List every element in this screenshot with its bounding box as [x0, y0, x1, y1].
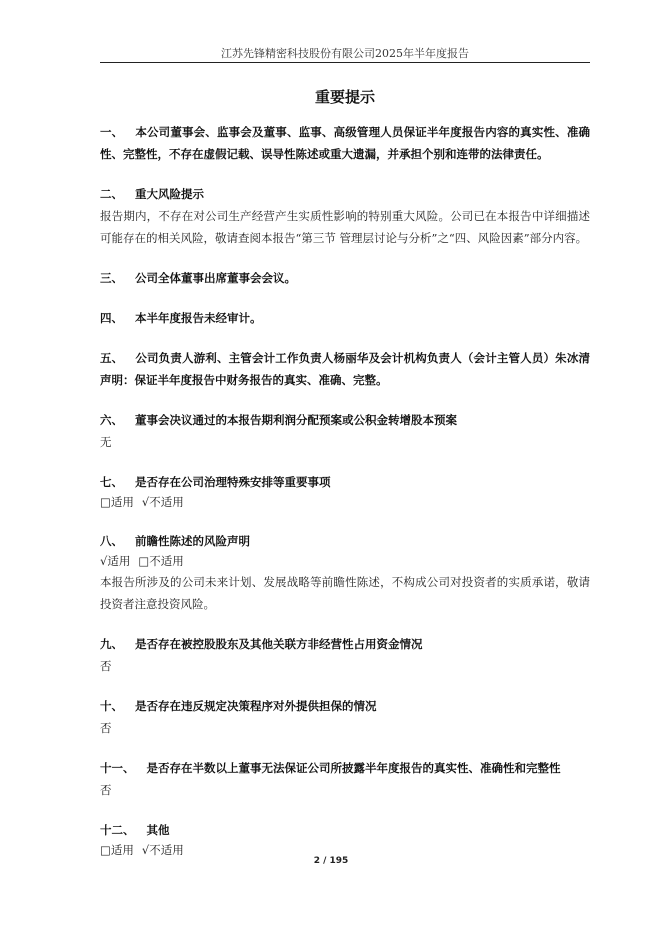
page-title: 重要提示 [314, 88, 375, 106]
notice-item-1 [100, 121, 590, 165]
item-heading: 前瞻性陈述的风险声明 [135, 534, 250, 548]
option-not-applicable: √不适用 [141, 843, 184, 857]
option-not-applicable: □不适用 [138, 554, 184, 568]
item-body: 否 [100, 659, 112, 673]
notice-item-6 [100, 409, 590, 453]
notice-item-5 [100, 347, 590, 391]
item-number: 八、 [100, 534, 123, 548]
notice-item-10 [100, 695, 590, 739]
item-body: 否 [100, 721, 112, 735]
item-heading: 公司全体董事出席董事会会议。 [135, 271, 296, 285]
item-number: 三、 [100, 271, 123, 285]
applicability-options [100, 493, 590, 512]
notice-item-12 [100, 819, 590, 860]
item-number: 二、 [100, 187, 123, 201]
item-number: 七、 [100, 475, 123, 489]
item-heading: 重大风险提示 [135, 187, 204, 201]
notice-item-4 [100, 307, 590, 329]
item-number: 四、 [100, 311, 123, 325]
notice-item-2 [100, 183, 590, 249]
item-number: 五、 [100, 351, 124, 365]
running-header: 江苏先锋精密科技股份有限公司2025年半年度报告 [221, 47, 469, 60]
notice-list [100, 121, 590, 878]
item-heading: 本公司董事会、监事会及董事、监事、高级管理人员保证半年度报告内容的真实性、准确性、完整性，不存在虚假记载、误导性陈述或重大遗漏，并承担个别和连带的法律责任。 [100, 125, 590, 161]
item-heading: 董事会决议通过的本报告期利润分配预案或公积金转增股本预案 [135, 413, 457, 427]
item-heading: 是否存在被控股股东及其他关联方非经营性占用资金情况 [135, 637, 423, 651]
notice-item-11 [100, 757, 590, 801]
item-heading: 其他 [146, 823, 170, 837]
notice-item-3 [100, 267, 590, 289]
item-heading: 公司负责人游利、主管会计工作负责人杨丽华及会计机构负责人（会计主管人员）朱冰清声明：保证半年度报告中财务报告的真实、准确、完整。 [100, 351, 590, 387]
item-number: 十、 [100, 699, 123, 713]
item-number: 六、 [100, 413, 123, 427]
notice-item-8 [100, 530, 590, 615]
applicability-options [100, 552, 590, 571]
item-body: 报告期内，不存在对公司生产经营产生实质性影响的特别重大风险。公司已在本报告中详细描述可能存在的相关风险，敬请查阅本报告“第三节 管理层讨论与分析”之“四、风险因素”部分内容。 [100, 209, 590, 245]
option-applicable: √适用 [100, 554, 131, 568]
item-body: 本报告所涉及的公司未来计划、发展战略等前瞻性陈述，不构成公司对投资者的实质承诺，敬请投资者注意投资风险。 [100, 575, 590, 611]
page-number: 2 / 195 [313, 856, 349, 866]
item-heading: 是否存在违反规定决策程序对外提供担保的情况 [135, 699, 377, 713]
item-number: 一、 [100, 125, 124, 139]
item-body: 无 [100, 435, 112, 449]
notice-item-9 [100, 633, 590, 677]
item-heading: 是否存在公司治理特殊安排等重要事项 [135, 475, 331, 489]
option-applicable: □适用 [100, 843, 134, 857]
item-heading: 本半年度报告未经审计。 [135, 311, 262, 325]
option-applicable: □适用 [100, 495, 134, 509]
option-not-applicable: √不适用 [141, 495, 184, 509]
header-divider [100, 62, 590, 63]
item-number: 九、 [100, 637, 123, 651]
item-number: 十一、 [100, 761, 135, 775]
item-body: 否 [100, 783, 112, 797]
notice-item-7 [100, 471, 590, 512]
item-heading: 是否存在半数以上董事无法保证公司所披露半年度报告的真实性、准确性和完整性 [146, 761, 561, 775]
item-number: 十二、 [100, 823, 135, 837]
